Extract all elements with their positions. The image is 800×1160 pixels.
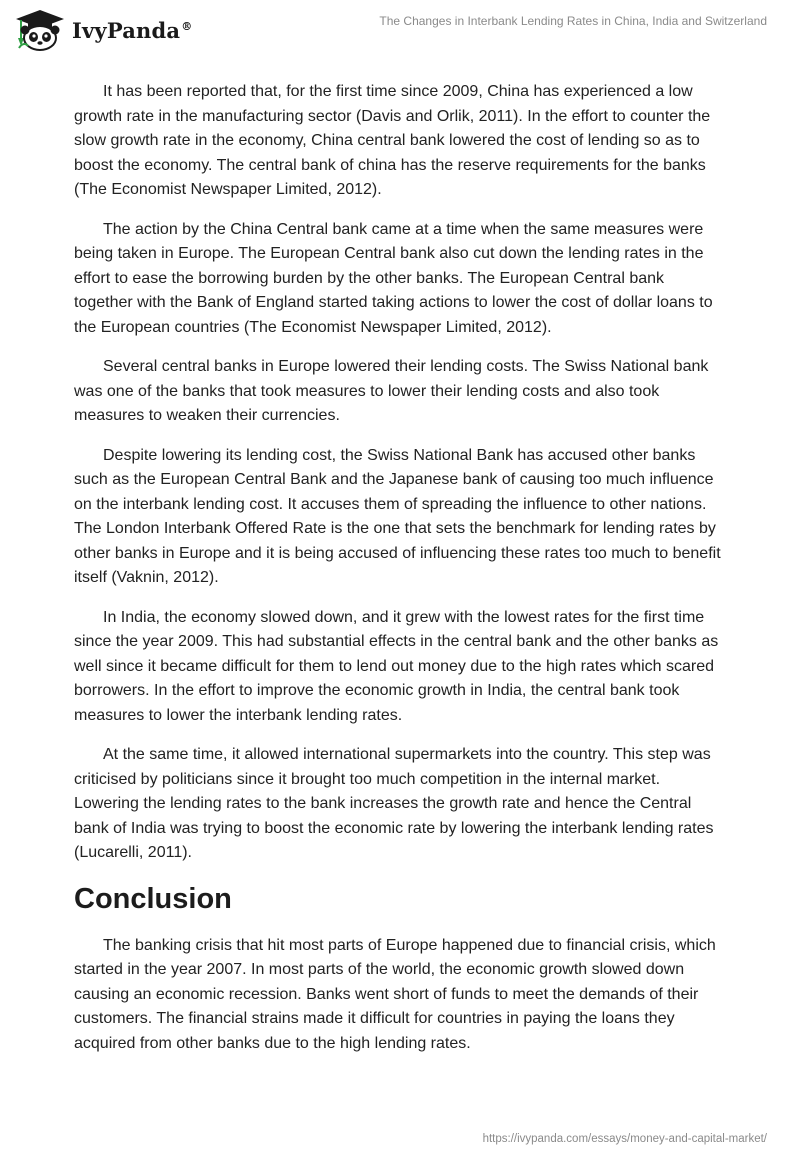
essay-body [74,80,724,1071]
paragraph: The action by the China Central bank came at a time when the same measures were being taken in Europe. The European Central bank also cut down the lending rates in the effort to ease the borrowing burden by the other banks. The European Central bank together with the Bank of England started taking actions to lower the cost of dollar loans to the European countries (The Economist Newspaper Limited, 2012). [74,220,713,336]
conclusion-heading: Conclusion [74,882,232,915]
paragraph: Several central banks in Europe lowered their lending costs. The Swiss National bank was one of the banks that took measures to lower their lending costs and also took measures to weaken their currencies. [74,358,709,424]
brand-logo[interactable] [14,8,192,52]
panda-graduate-icon [14,8,66,52]
brand-name: IvyPanda® [72,17,193,43]
document-title: The Changes in Interbank Lending Rates in China, India and Switzerland [379,14,767,28]
conclusion-paragraph: The banking crisis that hit most parts of Europe happened due to financial crisis, which started in the year 2007. In most parts of the world, the economic growth slowed down causing an economic recession. Banks went short of funds to meet the demands of their customers. The financial strains made it difficult for countries in paying the loans they acquired from other banks due to the high lending rates. [74,936,716,1052]
paragraph: Despite lowering its lending cost, the Swiss National Bank has accused other banks such as the European Central Bank and the Japanese bank of causing too much influence on the interbank lending cost. It accuses them of spreading the influence to other nations. The London Interbank Offered Rate is the one that sets the benchmark for lending rates by other banks in Europe and it is being accused of influencing these rates too much to benefit itself (Vaknin, 2012). [74,446,721,586]
paragraph: At the same time, it allowed international supermarkets into the country. This step was criticised by politicians since it brought too much competition in the internal market. Lowering the lending rates to the bank increases the growth rate and hence the Central bank of India was trying to boost the economic rate by lowering the interbank lending rates (Lucarelli, 2011). [74,746,714,861]
page-header [0,0,800,60]
paragraph: In India, the economy slowed down, and it grew with the lowest rates for the first time since the year 2009. This had substantial effects in the central bank and the other banks as well since it became difficult for them to lend out money due to the high rates which scared borrowers. In the effort to improve the economic growth in India, the central bank took measures to lower the interbank lending rates. [74,608,719,724]
paragraph: It has been reported that, for the first time since 2009, China has experienced a low growth rate in the manufacturing sector (Davis and Orlik, 2011). In the effort to counter the slow growth rate in the economy, China central bank lowered the cost of lending so as to boost the economy. The central bank of china has the reserve requirements for the banks (The Economist Newspaper Limited, 2012). [74,83,711,198]
source-url[interactable]: https://ivypanda.com/essays/money-and-capital-market/ [482,1133,767,1145]
